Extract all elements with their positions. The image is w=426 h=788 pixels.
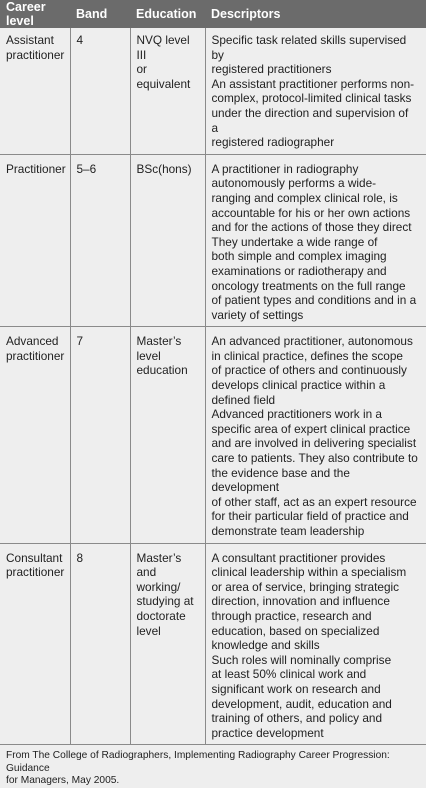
education-cell: Master’s and working/ studying at doctorate level	[130, 543, 205, 745]
career-level-cell: Practitioner	[0, 154, 70, 327]
band-cell: 4	[70, 28, 130, 154]
education-cell: Master’s level education	[130, 327, 205, 543]
descriptors-cell: Specific task related skills supervised by registered practitioners An assistant practitioner performs non- complex, protocol-limited clinical tasks under the direction and supervision of a registered radiographer	[205, 28, 426, 154]
header-band: Band	[70, 0, 130, 28]
table-row	[0, 28, 426, 154]
source-footnote: From The College of Radiographers, Implementing Radiography Career Progression: Guidance for Managers, May 2005.	[6, 750, 390, 787]
career-level-cell: Advanced practitioner	[0, 327, 70, 543]
education-cell: BSc(hons)	[130, 154, 205, 327]
band-cell: 8	[70, 543, 130, 745]
header-education: Education	[130, 0, 205, 28]
table-row	[0, 327, 426, 543]
band-cell: 5–6	[70, 154, 130, 327]
table-row	[0, 154, 426, 327]
table-body	[0, 28, 426, 745]
descriptors-cell: A consultant practitioner provides clinical leadership within a specialism or area of service, bringing strategic direction, innovation and influence through practice, research and education, based on specialized knowledge and skills Such roles will nominally comprise at least 50% clinical work and significant work on research and development, audit, education and training of others, and policy and practice development	[205, 543, 426, 745]
band-cell: 7	[70, 327, 130, 543]
header-descriptors: Descriptors	[205, 0, 426, 28]
header-row	[0, 0, 426, 28]
career-level-cell: Consultant practitioner	[0, 543, 70, 745]
descriptors-cell: An advanced practitioner, autonomous in clinical practice, defines the scope of practice of others and continuously develops clinical practice within a defined field Advanced practitioners work in a specific area of expert clinical practice and are involved in delivering specialist care to patients. They also contribute to the evidence base and the development of other staff, act as an expert resource for their particular field of practice and demonstrate team leadership	[205, 327, 426, 543]
header-career-level: Career level	[0, 0, 70, 28]
education-cell: NVQ level III or equivalent	[130, 28, 205, 154]
descriptors-cell: A practitioner in radiography autonomously performs a wide- ranging and complex clinical role, is accountable for his or her own actions and for the actions of those they direct They undertake a wide range of both simple and complex imaging examinations or radiotherapy and oncology treatments on the full range of patient types and conditions and in a variety of settings	[205, 154, 426, 327]
table-header	[0, 0, 426, 28]
table-row	[0, 543, 426, 745]
career-level-cell: Assistant practitioner	[0, 28, 70, 154]
